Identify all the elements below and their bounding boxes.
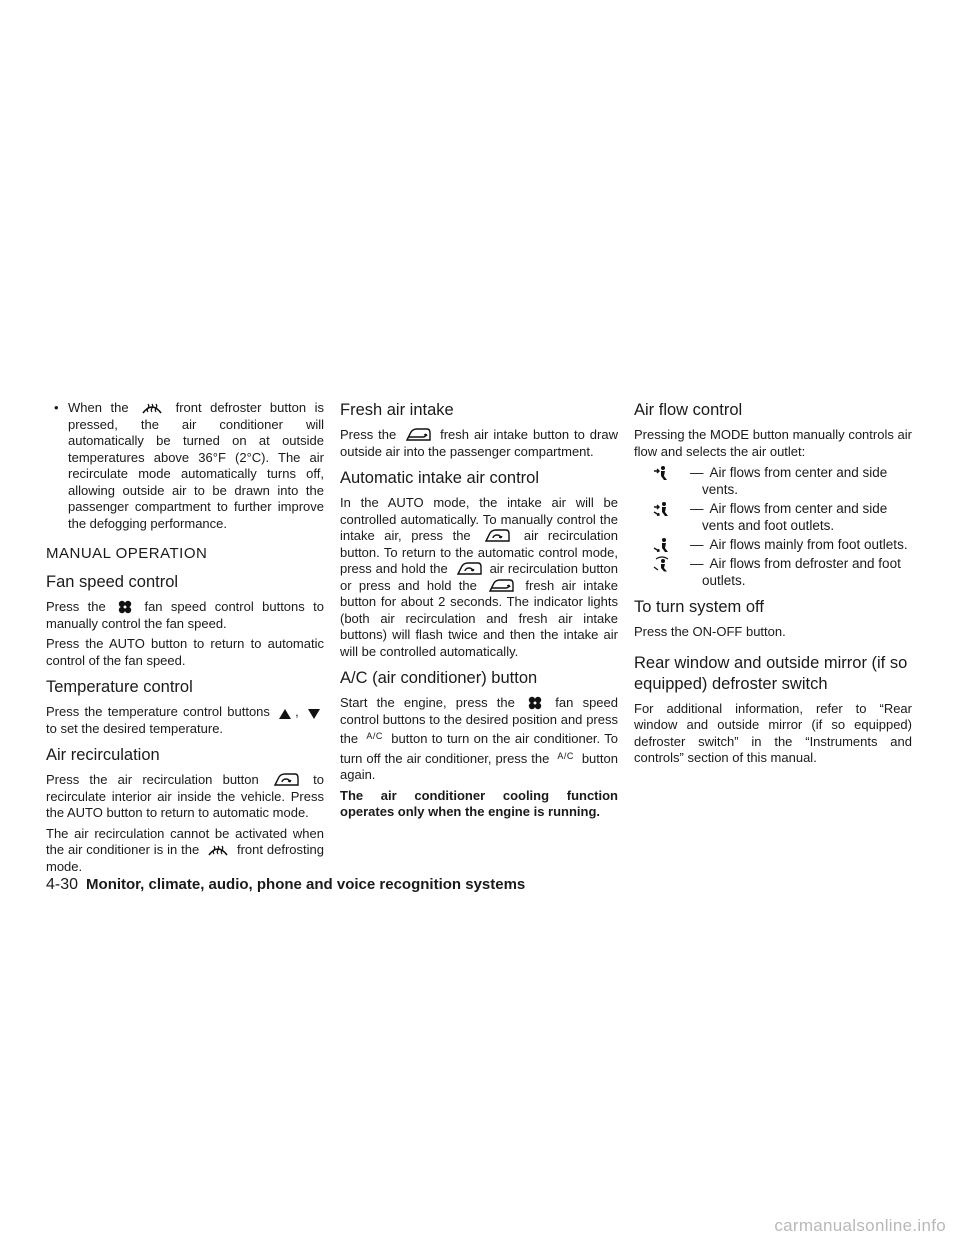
auto-p1-d: fresh air intake button for about 2 seconds. The indicator lights (both air recirculation and fresh air intake buttons) will flash twice and then the intake air will be controlled automatically.	[340, 577, 618, 659]
ac-heading: A/C (air conditioner) button	[340, 669, 538, 687]
auto-p1-c: air recirculation button or press and hold the	[340, 561, 618, 593]
rear-defroster-heading: Rear window and outside mirror (if so equipped) defroster switch	[634, 653, 908, 693]
column-1	[46, 400, 324, 879]
air-flow-paragraph: Pressing the MODE button manually controls air flow and selects the air outlet:	[634, 427, 912, 459]
mode-dash: —	[690, 556, 704, 571]
air-flow-heading: Air flow control	[634, 401, 743, 419]
defrost-foot-mode-icon	[634, 555, 690, 572]
triangle-up-icon	[279, 709, 291, 719]
watermark: carmanualsonline.info	[774, 1216, 946, 1235]
bullet-text-pre: When the	[68, 400, 129, 415]
automatic-intake-heading: Automatic intake air control	[340, 469, 540, 487]
ac-p1-b: fan speed control buttons to the desired position and press the	[340, 695, 618, 746]
triangle-down-icon	[308, 709, 320, 719]
air-recirculation-heading: Air recirculation	[46, 746, 160, 764]
ac-p1-a: Start the engine, press the	[340, 695, 515, 710]
recirc-p1-post: to recirculate interior air inside the vehicle. Press the AUTO button to return to automatic mode.	[46, 772, 324, 820]
temp-p1-pre: Press the temperature control buttons	[46, 704, 270, 719]
fan-icon	[528, 696, 542, 710]
mode-row-bilevel	[634, 500, 912, 534]
fan-p1-post: fan speed control buttons to manually control the fan speed.	[46, 599, 324, 631]
fresh-air-heading: Fresh air intake	[340, 401, 454, 419]
fan-p1-pre: Press the	[46, 599, 106, 614]
ac-button-label: A/C	[557, 750, 574, 761]
automatic-intake-paragraph	[340, 495, 618, 660]
temp-p1-post: to set the desired temperature.	[46, 720, 224, 736]
recirc-p2-post: front defrosting mode.	[46, 842, 324, 874]
ac-p1-c: button to turn on the air conditioner. To turn off the air conditioner, press the	[340, 731, 618, 766]
recirculation-paragraph-1	[46, 772, 324, 822]
mode-row-defrost-foot	[634, 555, 912, 589]
fresh-air-paragraph	[340, 427, 618, 460]
turn-off-paragraph: Press the ON-OFF button.	[634, 624, 786, 639]
recirc-p1-pre: Press the air recirculation button	[46, 772, 259, 787]
fresh-p1-post: fresh air intake button to draw outside air into the passenger compartment.	[340, 427, 618, 459]
vent-mode-icon	[634, 464, 690, 481]
mode-vent-text: Air flows from center and side vents.	[702, 465, 888, 497]
column-2	[340, 400, 618, 825]
recirc-p2-pre: The air recirculation cannot be activated when the air conditioner is in the	[46, 825, 324, 857]
mode-defrost-foot-text: Air flows from defroster and foot outlets.	[702, 556, 901, 588]
bi-level-mode-icon	[634, 500, 690, 517]
section-title: Monitor, climate, audio, phone and voice recognition systems	[86, 876, 526, 893]
temperature-heading: Temperature control	[46, 678, 193, 696]
fresh-air-icon	[405, 428, 431, 442]
fan-speed-heading: Fan speed control	[46, 573, 179, 591]
mode-dash: —	[690, 501, 704, 516]
defroster-bullet	[46, 400, 324, 532]
page-footer	[46, 876, 525, 894]
rear-defroster-paragraph: For additional information, refer to “Rear window and outside mirror (if so equipped) defroster switch” in the “Instruments and controls” section of this manual.	[634, 700, 912, 765]
recirculation-paragraph-2	[46, 826, 324, 876]
fan-speed-paragraph-2: Press the AUTO button to return to automatic control of the fan speed.	[46, 636, 324, 668]
mode-row-foot	[634, 536, 912, 553]
fresh-p1-pre: Press the	[340, 427, 397, 442]
auto-p1-b: air recirculation button. To return to the automatic control mode, press and hold the	[340, 528, 618, 576]
air-recirculation-icon	[456, 562, 482, 576]
fresh-air-icon	[488, 579, 514, 593]
auto-p1-a: In the AUTO mode, the intake air will be controlled automatically. To manually control the intake air, press the	[340, 495, 618, 543]
mode-row-vent	[634, 464, 912, 498]
mode-dash: —	[690, 537, 704, 552]
air-recirculation-icon	[484, 529, 510, 543]
front-defroster-icon	[207, 843, 229, 857]
fan-speed-paragraph-1	[46, 599, 324, 632]
turn-off-heading: To turn system off	[634, 598, 764, 616]
temp-p1-sep: ,	[295, 704, 299, 719]
page-number: 4-30	[46, 876, 79, 893]
mode-dash: —	[690, 465, 704, 480]
ac-button-label: A/C	[366, 731, 383, 741]
mode-bilevel-text: Air flows from center and side vents and foot outlets.	[702, 501, 888, 533]
manual-operation-heading: MANUAL OPERATION	[46, 545, 208, 562]
front-defroster-icon	[141, 401, 163, 415]
foot-mode-icon	[634, 536, 690, 553]
ac-warning-bold: The air conditioner cooling function operates only when the engine is running.	[340, 787, 618, 819]
ac-paragraph	[340, 695, 618, 784]
column-3	[634, 400, 912, 771]
bullet-text-post: front defroster button is pressed, the air conditioner will automatically be turned on at outside temperatures above 36°F (2°C). The air recirculate mode automatically turns off, allowing outside air to be drawn into the passenger compartment to further improve the defogging performance.	[68, 400, 324, 531]
ac-p1-d: button again.	[340, 750, 618, 782]
fan-icon	[118, 600, 132, 614]
air-recirculation-icon	[273, 773, 299, 787]
bullet-dot: •	[54, 400, 59, 415]
mode-foot-text: Air flows mainly from foot outlets.	[709, 537, 908, 552]
temperature-paragraph	[46, 704, 324, 737]
